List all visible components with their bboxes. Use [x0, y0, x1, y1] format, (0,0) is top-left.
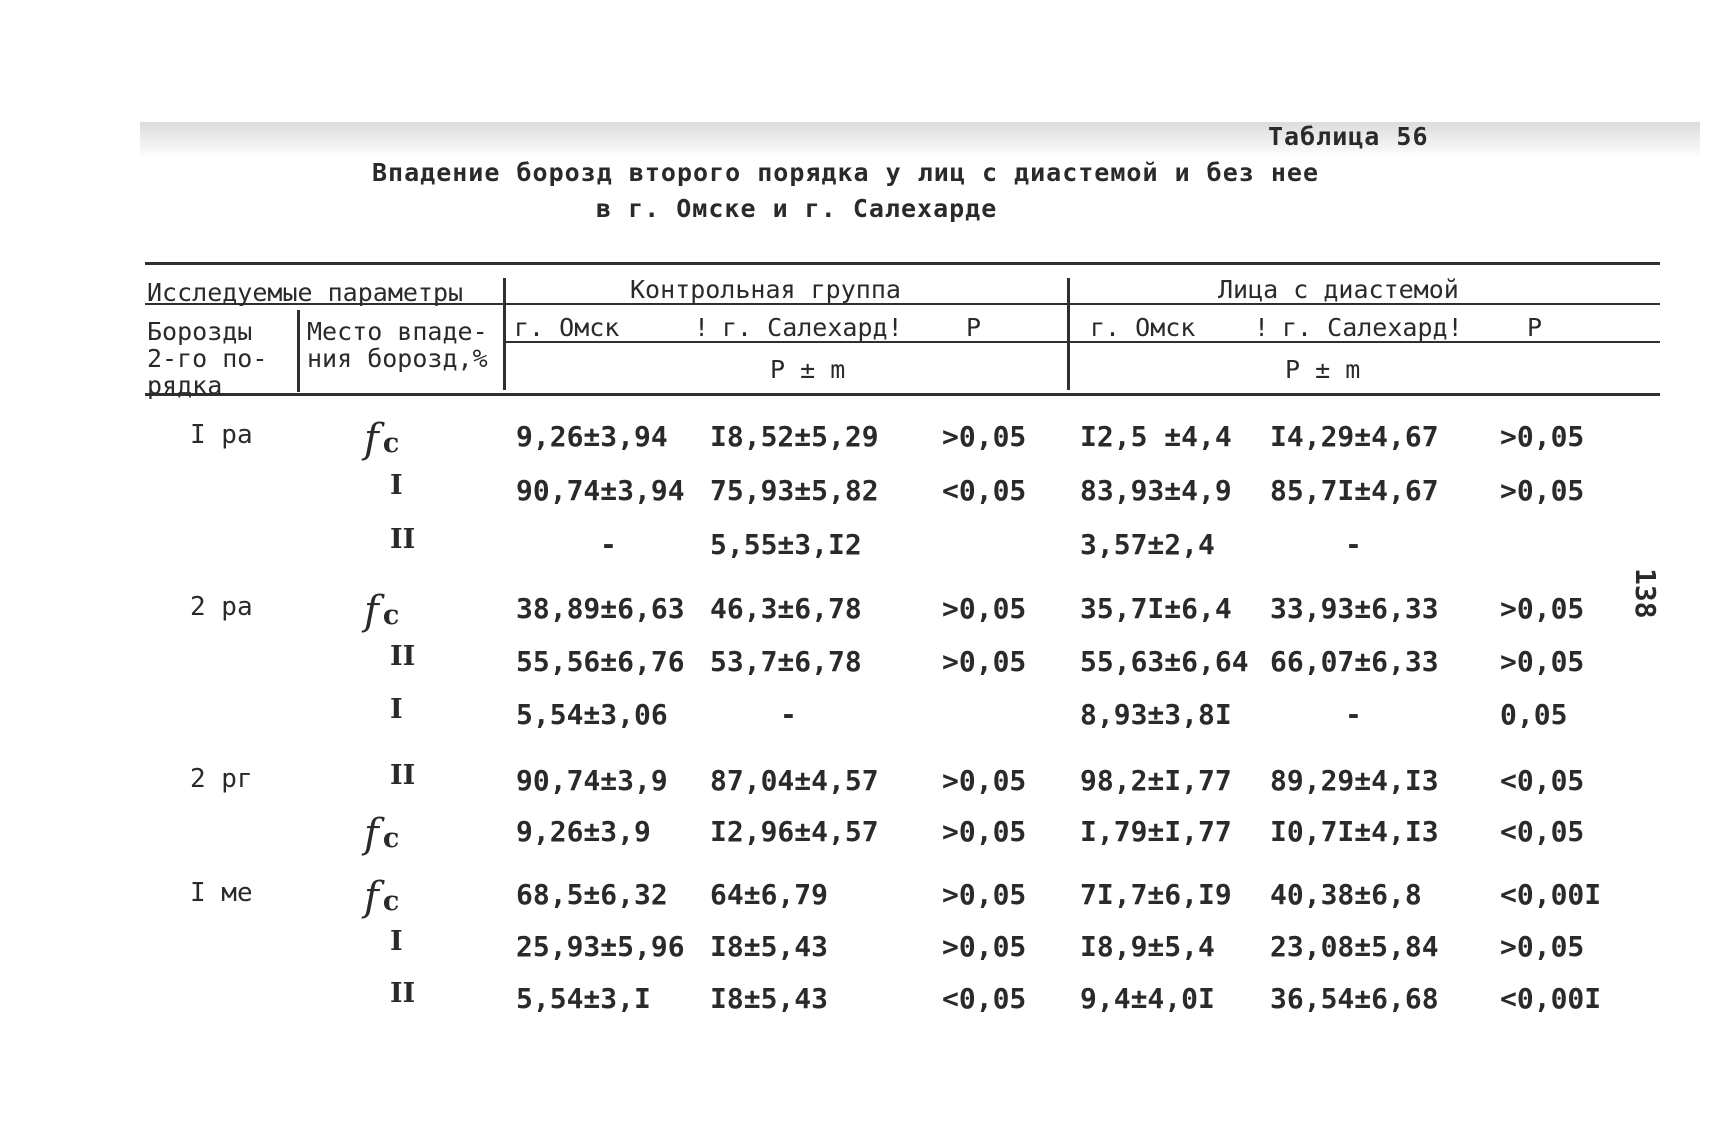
- place-value: c: [382, 823, 400, 854]
- cell-control-omsk: 9,26±3,9: [516, 815, 651, 848]
- header-params: Исследуемые параметры: [147, 278, 464, 307]
- scan-shadow: [140, 122, 1700, 158]
- rule-top: [145, 262, 1660, 265]
- page-number: 138: [1629, 568, 1662, 619]
- place-value: I: [390, 694, 403, 725]
- place-cell: [364, 811, 399, 857]
- group-label: 2 рг: [190, 764, 253, 794]
- place-prefix: f: [364, 588, 379, 634]
- cell-control-salekhard: 46,3±6,78: [710, 592, 862, 625]
- cell-control-p: >0,05: [942, 645, 1027, 678]
- header-diastema-sep: !: [1254, 313, 1270, 342]
- cell-control-salekhard: 64±6,79: [710, 878, 829, 911]
- cell-diastema-omsk: I,79±I,77: [1080, 815, 1232, 848]
- place-cell: [390, 524, 415, 555]
- cell-control-p: <0,05: [942, 982, 1027, 1015]
- cell-diastema-p: 0,05: [1500, 698, 1568, 731]
- cell-diastema-p: <0,05: [1500, 764, 1585, 797]
- cell-diastema-salekhard: 36,54±6,68: [1270, 982, 1439, 1015]
- place-value: II: [390, 641, 416, 672]
- cell-diastema-p: <0,00I: [1500, 982, 1602, 1015]
- cell-control-salekhard: I8±5,43: [710, 982, 829, 1015]
- cell-control-salekhard: 5,55±3,I2: [710, 528, 862, 561]
- place-prefix: f: [364, 874, 379, 920]
- place-cell: [390, 760, 415, 791]
- cell-diastema-p: >0,05: [1500, 474, 1585, 507]
- header-control-omsk: г. Омск: [514, 313, 620, 342]
- cell-control-omsk: 9,26±3,94: [516, 420, 668, 453]
- cell-control-omsk: 38,89±6,63: [516, 592, 685, 625]
- rule-v-groups: [1067, 278, 1070, 390]
- cell-control-omsk: 68,5±6,32: [516, 878, 668, 911]
- header-diastema-p: P: [1527, 313, 1543, 342]
- header-place: Место впаде- ния борозд,%: [307, 317, 488, 373]
- cell-control-p: >0,05: [942, 930, 1027, 963]
- rule-v-furrows: [297, 310, 300, 392]
- header-control-pm: P ± m: [770, 355, 846, 384]
- cell-control-salekhard: I8,52±5,29: [710, 420, 879, 453]
- place-cell: [364, 588, 399, 634]
- place-cell: [390, 978, 415, 1009]
- place-cell: [390, 926, 403, 957]
- group-label: I ра: [190, 420, 253, 450]
- header-diastema-salekhard: г. Салехард!: [1282, 313, 1463, 342]
- header-control-p: P: [966, 313, 982, 342]
- cell-diastema-omsk: 55,63±6,64: [1080, 645, 1249, 678]
- cell-diastema-salekhard: 40,38±6,8: [1270, 878, 1422, 911]
- cell-control-omsk: 90,74±3,94: [516, 474, 685, 507]
- cell-diastema-salekhard: -: [1345, 528, 1362, 561]
- cell-control-omsk: 5,54±3,I: [516, 982, 651, 1015]
- place-value: c: [382, 428, 400, 459]
- cell-control-salekhard: -: [780, 698, 797, 731]
- cell-control-omsk: 90,74±3,9: [516, 764, 668, 797]
- table-title-line2: в г. Омске и г. Салехарде: [596, 194, 998, 223]
- rule-v-params: [503, 278, 506, 390]
- cell-diastema-salekhard: 89,29±4,I3: [1270, 764, 1439, 797]
- cell-diastema-omsk: 98,2±I,77: [1080, 764, 1232, 797]
- cell-diastema-omsk: I2,5 ±4,4: [1080, 420, 1232, 453]
- cell-control-omsk: 5,54±3,06: [516, 698, 668, 731]
- table-title-line1: Впадение борозд второго порядка у лиц с диастемой и без нее: [372, 158, 1320, 187]
- cell-diastema-salekhard: 23,08±5,84: [1270, 930, 1439, 963]
- cell-diastema-omsk: I8,9±5,4: [1080, 930, 1215, 963]
- place-cell: [390, 641, 415, 672]
- cell-diastema-omsk: 83,93±4,9: [1080, 474, 1232, 507]
- header-control-group: Контрольная группа: [630, 275, 901, 304]
- cell-diastema-p: >0,05: [1500, 592, 1585, 625]
- cell-control-omsk: 55,56±6,76: [516, 645, 685, 678]
- cell-diastema-omsk: 8,93±3,8I: [1080, 698, 1232, 731]
- header-diastema-group: Лица с диастемой: [1218, 275, 1459, 304]
- cell-diastema-p: >0,05: [1500, 930, 1585, 963]
- cell-control-salekhard: 87,04±4,57: [710, 764, 879, 797]
- cell-control-salekhard: I8±5,43: [710, 930, 829, 963]
- cell-control-salekhard: I2,96±4,57: [710, 815, 879, 848]
- cell-diastema-salekhard: I0,7I±4,I3: [1270, 815, 1439, 848]
- header-furrows: Борозды 2-го по- рядка: [147, 317, 268, 400]
- place-value: c: [382, 886, 400, 917]
- cell-control-omsk: 25,93±5,96: [516, 930, 685, 963]
- place-value: I: [390, 926, 403, 957]
- rule-header-bottom: [145, 393, 1660, 396]
- header-diastema-pm: P ± m: [1285, 355, 1361, 384]
- place-prefix: f: [364, 811, 379, 857]
- cell-diastema-p: <0,00I: [1500, 878, 1602, 911]
- cell-control-p: >0,05: [942, 815, 1027, 848]
- cell-diastema-salekhard: I4,29±4,67: [1270, 420, 1439, 453]
- cell-diastema-salekhard: 85,7I±4,67: [1270, 474, 1439, 507]
- rule-under-cities: [505, 341, 1660, 343]
- cell-control-p: <0,05: [942, 474, 1027, 507]
- cell-diastema-omsk: 35,7I±6,4: [1080, 592, 1232, 625]
- cell-control-p: >0,05: [942, 420, 1027, 453]
- header-control-salekhard: г. Салехард!: [722, 313, 903, 342]
- place-prefix: f: [364, 416, 379, 462]
- cell-control-p: >0,05: [942, 764, 1027, 797]
- group-label: I ме: [190, 878, 253, 908]
- cell-diastema-p: >0,05: [1500, 420, 1585, 453]
- place-value: II: [390, 524, 416, 555]
- cell-diastema-omsk: 7I,7±6,I9: [1080, 878, 1232, 911]
- cell-control-salekhard: 53,7±6,78: [710, 645, 862, 678]
- place-cell: [390, 694, 403, 725]
- cell-diastema-omsk: 9,4±4,0I: [1080, 982, 1215, 1015]
- header-diastema-omsk: г. Омск: [1090, 313, 1196, 342]
- cell-diastema-salekhard: 33,93±6,33: [1270, 592, 1439, 625]
- group-label: 2 ра: [190, 592, 253, 622]
- place-value: II: [390, 978, 416, 1009]
- place-value: c: [382, 600, 400, 631]
- cell-control-p: >0,05: [942, 878, 1027, 911]
- cell-diastema-p: >0,05: [1500, 645, 1585, 678]
- cell-diastema-salekhard: 66,07±6,33: [1270, 645, 1439, 678]
- place-value: II: [390, 760, 416, 791]
- cell-diastema-salekhard: -: [1345, 698, 1362, 731]
- place-value: I: [390, 470, 403, 501]
- cell-control-omsk: -: [600, 528, 617, 561]
- place-cell: [364, 874, 399, 920]
- cell-diastema-p: <0,05: [1500, 815, 1585, 848]
- cell-control-salekhard: 75,93±5,82: [710, 474, 879, 507]
- cell-control-p: >0,05: [942, 592, 1027, 625]
- header-control-sep: !: [694, 313, 710, 342]
- cell-diastema-omsk: 3,57±2,4: [1080, 528, 1215, 561]
- place-cell: [390, 470, 403, 501]
- place-cell: [364, 416, 399, 462]
- table-caption: Таблица 56: [1268, 122, 1429, 151]
